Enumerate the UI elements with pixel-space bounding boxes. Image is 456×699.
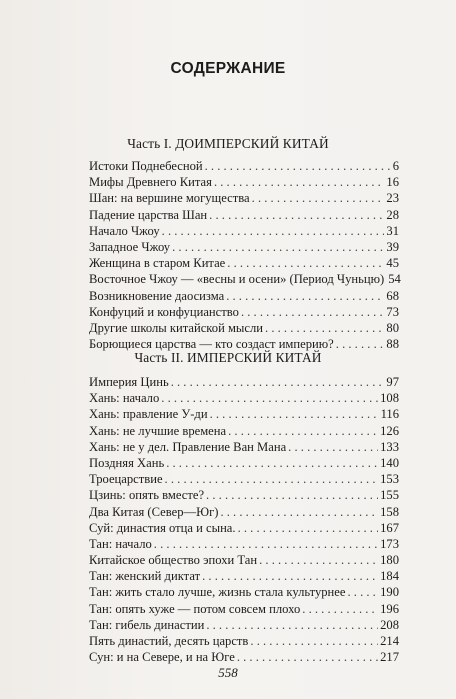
toc-entry-title: Два Китая (Север—Юг)	[89, 504, 219, 519]
dot-leader	[171, 374, 385, 390]
toc-entry-page: 45	[386, 256, 399, 271]
toc-entry-title: Другие школы китайской мысли	[89, 320, 264, 335]
toc-entry-page: 54	[388, 272, 401, 287]
toc-entry-title: Начало Чжоу	[89, 223, 160, 238]
toc-entry-title: Китайское общество эпохи Тан	[89, 553, 258, 568]
toc-entry-page: 28	[386, 207, 399, 222]
toc-entry	[89, 568, 399, 584]
toc-entry-title: Империя Цинь	[89, 375, 169, 389]
toc-entry-title: Истоки Поднебесной	[89, 159, 203, 173]
toc-entry-page: 214	[380, 634, 399, 648]
toc-entry	[89, 633, 399, 649]
toc-entry	[89, 649, 399, 665]
dot-leader	[161, 390, 378, 406]
toc-entry	[89, 190, 399, 206]
toc-entry-page: 180	[380, 553, 399, 568]
toc-entry	[89, 504, 399, 520]
toc-entry-title: Пять династий, десять царств	[89, 634, 249, 648]
toc-entry	[89, 536, 399, 552]
dot-leader	[209, 207, 384, 223]
toc-entry-title: Борющиеся царства — кто создаст империю?	[89, 337, 334, 352]
dot-leader	[259, 552, 378, 568]
toc-entry-page: 80	[386, 320, 399, 335]
toc-entry	[89, 288, 399, 304]
toc-entry-title: Западное Чжоу	[89, 239, 171, 254]
dot-leader	[210, 406, 379, 422]
toc-entry-title: Тан: опять хуже — потом совсем плохо	[89, 601, 301, 616]
dot-leader	[214, 174, 384, 190]
toc-entry	[89, 239, 399, 255]
part-1-heading: Часть I. ДОИМПЕРСКИЙ КИТАЙ	[127, 136, 329, 151]
toc-entry-page: 73	[386, 304, 399, 319]
toc-entry-title: Восточное Чжоу — «весны и осени» (Период Чуньцю)	[89, 272, 385, 287]
toc-entry-title: Мифы Древнего Китая	[89, 175, 212, 190]
dot-leader	[237, 649, 378, 665]
toc-entry-title: Тан: женский диктат	[89, 569, 201, 584]
toc-entry	[89, 439, 399, 455]
toc-entry	[89, 406, 399, 422]
dot-leader	[226, 288, 384, 304]
dot-leader	[205, 158, 391, 174]
toc-entry-title: Хань: начало	[89, 391, 160, 406]
toc-entry-page: 39	[386, 239, 399, 254]
toc-entry	[89, 174, 399, 190]
toc-entry-page: 167	[380, 520, 399, 535]
toc-entry-page: 6	[392, 159, 399, 173]
dot-leader	[202, 568, 378, 584]
dot-leader	[238, 520, 379, 536]
dot-leader	[252, 190, 385, 206]
toc-entry	[89, 207, 399, 223]
toc-entry-title: Тан: гибель династии	[89, 617, 205, 632]
dot-leader	[250, 633, 378, 649]
toc-entry	[89, 304, 399, 320]
dot-leader	[288, 439, 378, 455]
toc-entry	[89, 601, 399, 617]
toc-entry-title: Возникновение даосизма	[89, 288, 225, 303]
toc-entry	[89, 255, 399, 271]
dot-leader	[227, 255, 384, 271]
page-number: 558	[218, 665, 238, 680]
toc-entry-title: Сун: и на Севере, и на Юге	[89, 650, 235, 665]
toc-entry-title: Суй: династия отца и сына.	[89, 520, 236, 535]
dot-leader	[302, 601, 378, 617]
toc-entry	[89, 374, 399, 390]
toc-entry-page: 23	[386, 191, 399, 206]
part-2-toc	[89, 374, 399, 665]
toc-entry-page: 133	[380, 439, 399, 454]
toc-entry-page: 208	[380, 617, 399, 632]
toc-entry-page: 126	[380, 423, 399, 438]
part-2-heading: Часть II. ИМПЕРСКИЙ КИТАЙ	[134, 350, 322, 365]
toc-entry	[89, 271, 399, 287]
dot-leader	[347, 584, 378, 600]
toc-entry	[89, 487, 399, 503]
toc-entry-page: 173	[380, 536, 399, 551]
toc-entry-title: Тан: начало	[89, 536, 152, 551]
part-1-toc	[89, 158, 399, 352]
toc-entry-page: 31	[386, 223, 399, 238]
toc-entry-title: Шан: на вершине могущества	[89, 191, 250, 206]
contents-title: СОДЕРЖАНИЕ	[170, 60, 286, 77]
toc-entry-page: 88	[386, 337, 399, 352]
toc-entry-title: Цзинь: опять вместе?	[89, 488, 205, 503]
toc-entry-title: Хань: не у дел. Правление Ван Мана	[89, 439, 287, 454]
dot-leader	[154, 536, 378, 552]
dot-leader	[220, 504, 378, 520]
toc-entry-title: Хань: не лучшие времена	[89, 423, 227, 438]
toc-entry	[89, 584, 399, 600]
toc-entry	[89, 552, 399, 568]
toc-entry-page: 158	[380, 504, 399, 519]
dot-leader	[206, 617, 378, 633]
toc-entry-title: Женщина в старом Китае	[89, 256, 226, 271]
toc-entry	[89, 520, 399, 536]
dot-leader	[172, 239, 384, 255]
toc-entry-page: 97	[386, 375, 399, 389]
toc-entry	[89, 617, 399, 633]
toc-entry-page: 190	[380, 585, 399, 600]
toc-entry	[89, 423, 399, 439]
toc-entry-title: Хань: правление У-ди	[89, 407, 208, 422]
toc-entry-page: 108	[380, 391, 399, 406]
dot-leader	[265, 320, 384, 336]
toc-entry-title: Поздняя Хань	[89, 455, 165, 470]
toc-entry-title: Падение царства Шан	[89, 207, 208, 222]
toc-entry	[89, 223, 399, 239]
toc-entry-page: 155	[380, 488, 399, 503]
dot-leader	[241, 304, 384, 320]
dot-leader	[166, 455, 378, 471]
toc-entry-title: Тан: жить стало лучше, жизнь стала культурнее	[89, 585, 346, 600]
toc-entry-page: 16	[386, 175, 399, 190]
toc-entry-page: 116	[380, 407, 399, 422]
toc-entry-title: Троецарствие	[89, 472, 163, 487]
dot-leader	[165, 471, 379, 487]
toc-entry	[89, 158, 399, 174]
toc-entry-page: 184	[380, 569, 399, 584]
toc-entry-page: 217	[380, 650, 399, 665]
toc-entry	[89, 320, 399, 336]
toc-entry-page: 196	[380, 601, 399, 616]
toc-entry	[89, 455, 399, 471]
toc-entry-page: 140	[380, 455, 399, 470]
toc-entry	[89, 390, 399, 406]
dot-leader	[162, 223, 385, 239]
dot-leader	[206, 487, 378, 503]
toc-entry-page: 68	[386, 288, 399, 303]
toc-entry	[89, 471, 399, 487]
dot-leader	[228, 423, 378, 439]
toc-entry-page: 153	[380, 472, 399, 487]
toc-entry-title: Конфуций и конфуцианство	[89, 304, 239, 319]
